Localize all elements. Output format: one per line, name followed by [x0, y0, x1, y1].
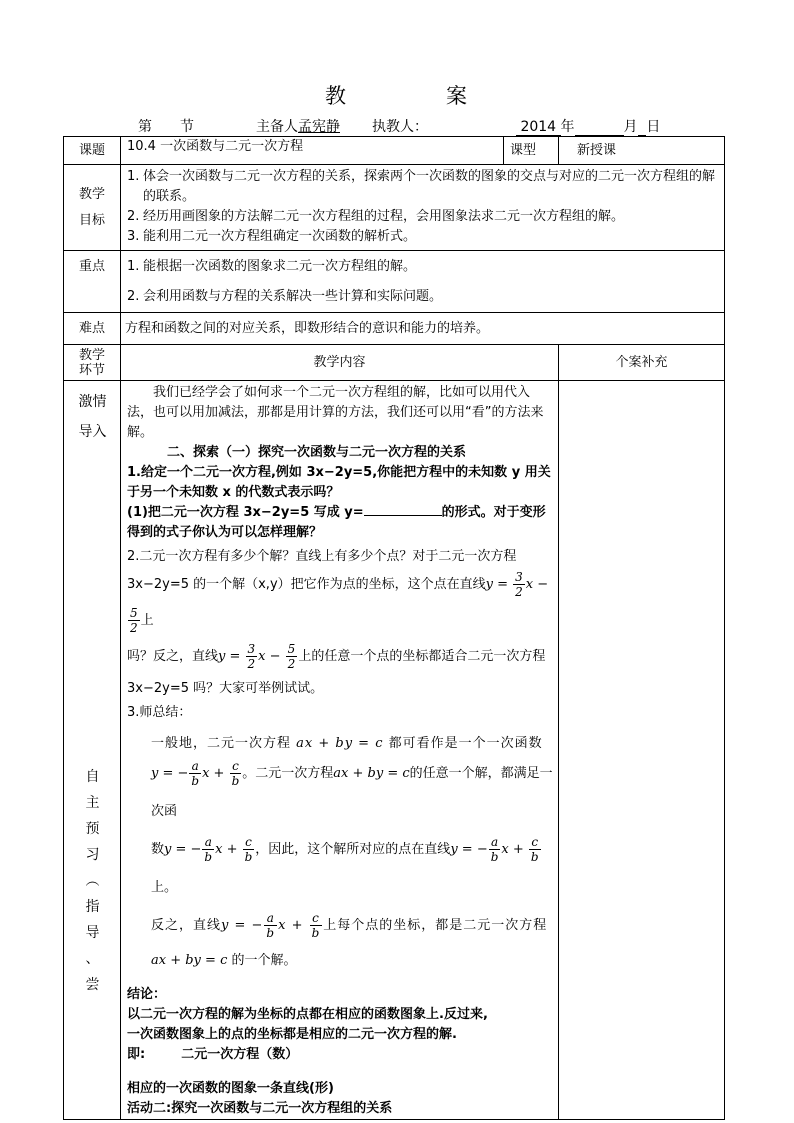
goals-row: [64, 165, 725, 251]
content-header: 教学内容: [121, 345, 559, 381]
vertical-char: ︵: [85, 873, 100, 889]
lesson-type-label: 课型: [504, 137, 559, 165]
difficult-label: 难点: [64, 313, 121, 345]
line-equation: y = $\frac{3}{2}$ x − $\frac{5}{2}$: [130, 570, 549, 635]
section-header-row: [64, 345, 725, 381]
difficult-content: 方程和函数之间的对应关系，即数形结合的意识和能力的培养。: [121, 313, 725, 345]
general-line1: [127, 733, 554, 755]
c4b: 二元一次方程（数）: [181, 1047, 299, 1062]
key-point-number: 2.: [127, 289, 140, 304]
vertical-char: 自: [85, 769, 100, 785]
equation: ax + by = c: [333, 766, 410, 781]
key-points-content: [121, 251, 725, 313]
q2-text-d: 上的任意一个点的坐标都适合二元一次方程: [298, 649, 546, 664]
day-char: 日: [646, 119, 661, 135]
title-char-right: 案: [446, 84, 469, 108]
summary-heading: 3.师总结：: [127, 705, 192, 720]
key-points-list: [121, 257, 724, 307]
vertical-char: 预: [85, 821, 100, 837]
question-2-line1: 2.二元一次方程有多少个解？直线上有多少个点？对于二元一次方程: [127, 549, 517, 564]
g2a: 。二元一次方程: [242, 766, 334, 781]
topic-row: [64, 137, 725, 165]
stage-column: [64, 381, 121, 1120]
conclusion-line3: [127, 1045, 554, 1065]
q2-text-c: 吗？反之，直线: [127, 649, 219, 664]
main-content-row: [64, 381, 725, 1120]
conclusion-line2: 一次函数图象上的点的坐标都是相应的二元一次方程的解.: [127, 1027, 457, 1042]
general-line5: [127, 945, 554, 977]
function-expression: y = − $\frac{a}{b}$ x + $\frac{c}{b}$: [450, 835, 539, 864]
fraction: $\frac{c}{b}$: [244, 835, 253, 864]
c4a: 即:: [127, 1047, 146, 1062]
equation: ax + by = c: [291, 736, 389, 751]
function-expression: y = − $\frac{a}{b}$ x + $\frac{c}{b}$: [221, 911, 321, 940]
preparer: [256, 116, 340, 136]
goal-number: 2.: [127, 209, 140, 224]
g3c: 上。: [151, 880, 178, 895]
vertical-char: 尝: [85, 977, 100, 993]
general-line2: [127, 755, 554, 831]
title-char-left: 教: [325, 84, 348, 108]
key-points-label: 重点: [64, 251, 121, 313]
year-underline: [516, 119, 561, 136]
question-1-part-1: [127, 503, 554, 543]
function-expression: y = − $\frac{a}{b}$ x + $\frac{c}{b}$: [164, 835, 253, 864]
fraction: $\frac{a}{b}$: [191, 759, 200, 788]
stage-label: [64, 345, 121, 381]
vertical-char: 、: [85, 951, 100, 967]
line-equation: y = $\frac{3}{2}$ x − $\frac{5}{2}$: [218, 642, 296, 671]
month-char: 月: [623, 119, 638, 135]
g3b: ，因此，这个解所对应的点在直线: [255, 842, 451, 857]
preparer-name: 孟宪静: [298, 119, 340, 135]
g1b: 都可看作是一个一次函数: [388, 736, 543, 751]
goal-text: 经历用画图象的方法解二元一次方程组的过程，会用图象法求二元一次方程组的解。: [143, 209, 625, 224]
g3a: 数: [151, 842, 165, 857]
general-line4: [127, 907, 554, 945]
goals-list: [121, 167, 724, 247]
g5: 的一个解。: [231, 953, 297, 968]
intro-label-2: 导入: [78, 424, 107, 440]
conclusion-heading: 结论：: [127, 987, 167, 1002]
teaching-content: [121, 381, 559, 1120]
intro-paragraph: 我们已经学会了如何求一个二元一次方程组的解，比如可以用代入法，也可以用加减法，那都是用计算的方法，我们还可以用“看”的方法来解。: [127, 385, 544, 440]
fraction: $\frac{3}{2}$: [515, 570, 523, 599]
general-line3: [127, 831, 554, 907]
goals-label-line1: 教学: [78, 186, 105, 202]
fraction: $\frac{a}{b}$: [266, 911, 276, 940]
lesson-type-value: 新授课: [559, 137, 725, 165]
vertical-char: 主: [85, 795, 100, 811]
self-study-stage-label: [64, 764, 121, 998]
fraction: $\frac{5}{2}$: [287, 642, 296, 671]
g1a: 一般地，二元一次方程: [151, 736, 292, 751]
supplement-header: 个案补充: [559, 345, 725, 381]
document-title: [0, 80, 794, 110]
goal-number: 1.: [127, 169, 140, 184]
difficult-row: [64, 313, 725, 345]
preparer-label: 主备人: [256, 119, 298, 135]
month-blank: [575, 119, 624, 136]
intro-stage-label: [64, 389, 121, 445]
key-points-row: [64, 251, 725, 313]
lesson-plan-table: [63, 136, 725, 1120]
goals-label: [64, 165, 121, 251]
year: 2014: [520, 119, 557, 135]
function-expression: y = − $\frac{a}{b}$ x + $\frac{c}{b}$: [151, 759, 240, 788]
q1-text-a: (1)把二元一次方程 3x−2y=5 写成 y=: [127, 505, 364, 520]
q1-text-b: 的形式。对于变形得到的式子你认为可以怎样理解？: [127, 505, 546, 540]
key-point-item: [121, 287, 720, 307]
goal-item: [121, 227, 720, 247]
q2-text-a: 3x−2y=5 的一个解（x,y）把它作为点的坐标，这个点在直线: [127, 577, 486, 592]
fraction: $\frac{c}{b}$: [530, 835, 539, 864]
fraction: $\frac{c}{b}$: [231, 759, 240, 788]
q2-text-b: 上: [140, 613, 154, 628]
activity-2-heading: 活动二:探究一次函数与二元一次方程组的关系: [127, 1101, 393, 1116]
key-point-text: 会利用函数与方程的关系解决一些计算和实际问题。: [143, 289, 443, 304]
goal-item: [121, 167, 720, 207]
key-point-number: 1.: [127, 259, 140, 274]
goal-number: 3.: [127, 229, 140, 244]
goal-text: 体会一次函数与二元一次方程的关系，探索两个一次函数的图象的交点与对应的二元一次方程组的解的联系。: [143, 169, 716, 204]
fraction: $\frac{3}{2}$: [247, 642, 256, 671]
year-char: 年: [560, 119, 575, 135]
equation: ax + by = c: [151, 953, 232, 968]
fraction: $\frac{a}{b}$: [204, 835, 213, 864]
date-field: [516, 116, 660, 136]
goals-content: [121, 165, 725, 251]
key-point-text: 能根据一次函数的图象求二元一次方程组的解。: [143, 259, 417, 274]
g4b: 上每个点的坐标，都是二元一次方程: [323, 918, 548, 933]
goal-item: [121, 207, 720, 227]
key-point-item: [121, 257, 720, 277]
stage-label-line2: 环节: [78, 362, 105, 378]
goals-label-line2: 目标: [78, 212, 105, 228]
g4a: 反之，直线: [151, 918, 222, 933]
section-label: 第 节: [138, 119, 194, 135]
goal-text: 能利用二元一次方程组确定一次函数的解析式。: [143, 229, 417, 244]
question-1: 1.给定一个二元一次方程,例如 3x−2y=5,你能把方程中的未知数 y 用关于另一个未知数 x 的代数式表示吗？: [127, 465, 551, 500]
fraction: $\frac{c}{b}$: [311, 911, 321, 940]
vertical-char: 指: [85, 899, 100, 915]
supplement-column: [559, 381, 725, 1120]
g2b: 的任意一个解，都满足一次函: [151, 766, 553, 819]
topic-value: 10.4 一次函数与二元一次方程: [121, 137, 504, 165]
explore-heading: 二、探索（一）探究一次函数与二元一次方程的关系: [167, 445, 467, 460]
header-info-line: [138, 116, 678, 136]
intro-label-1: 激情: [78, 394, 107, 410]
topic-label: 课题: [64, 137, 121, 165]
fraction: $\frac{a}{b}$: [490, 835, 499, 864]
vertical-char: 习: [85, 847, 100, 863]
question-2-line3: [127, 639, 554, 675]
question-2-line2: [127, 567, 554, 639]
fraction: $\frac{5}{2}$: [130, 606, 138, 635]
conclusion-line4: 相应的一次函数的图象一条直线(形): [127, 1081, 334, 1096]
answer-blank: [364, 515, 442, 516]
conclusion-line1: 以二元一次方程的解为坐标的点都在相应的函数图象上.反过来,: [127, 1007, 488, 1022]
vertical-char: 导: [85, 925, 100, 941]
teacher-label: 执教人：: [372, 119, 428, 135]
question-2-line4: 3x−2y=5 吗？大家可举例试试。: [127, 681, 324, 696]
stage-label-line1: 教学: [78, 347, 105, 363]
